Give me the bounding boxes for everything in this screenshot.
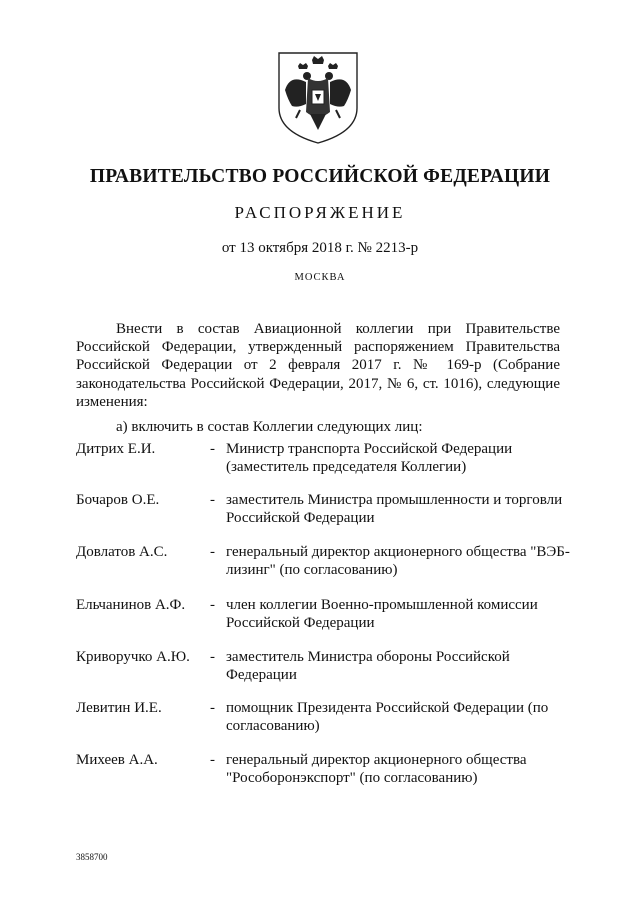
member-dash: -	[210, 597, 215, 613]
member-role: помощник Президента Российской Федерации (по согласованию)	[226, 700, 549, 735]
member-dash: -	[210, 544, 215, 560]
member-dash: -	[210, 649, 215, 665]
document-place: МОСКВА	[294, 272, 346, 283]
order-paragraph	[76, 320, 560, 411]
document-type: РАСПОРЯЖЕНИЕ	[234, 203, 406, 222]
member-dash: -	[210, 752, 215, 768]
member-name: Бочаров О.Е.	[76, 492, 160, 508]
member-role: Министр транспорта Российской Федерации (заместитель председателя Коллегии)	[226, 441, 513, 476]
member-role: член коллегии Военно-промышленной комиссии Российской Федерации	[226, 597, 538, 632]
member-role: генеральный директор акционерного общества "ВЭБ-лизинг" (по согласованию)	[226, 544, 570, 579]
document-code: 3858700	[76, 852, 108, 862]
member-role: заместитель Министра обороны Российской Федерации	[226, 649, 510, 684]
member-name: Михеев А.А.	[76, 752, 158, 768]
member-dash: -	[210, 441, 215, 457]
order-paragraph-text: Внести в состав Авиационной коллегии при Правительстве Российской Федерации, утвержденный распоряжением Правительства Российской Федерации от 2 февраля 2017 г. № 169-р (Собрание законодательства Российской Федерации, 2017, № 6, ст. 1016), следующие изменения:	[76, 321, 560, 410]
member-role: заместитель Министра промышленности и торговли Российской Федерации	[226, 492, 563, 527]
member-name: Ельчанинов А.Ф.	[76, 597, 186, 613]
member-role: генеральный директор акционерного общества "Рособоронэкспорт" (по согласованию)	[226, 752, 527, 787]
member-name: Довлатов А.С.	[76, 544, 168, 560]
member-dash: -	[210, 492, 215, 508]
government-title: ПРАВИТЕЛЬСТВО РОССИЙСКОЙ ФЕДЕРАЦИИ	[89, 166, 551, 187]
subpoint-a: а) включить в состав Коллегии следующих лиц:	[116, 419, 423, 435]
member-dash: -	[210, 700, 215, 716]
member-name: Криворучко А.Ю.	[76, 649, 190, 665]
coat-of-arms-icon	[276, 50, 360, 146]
member-name: Левитин И.Е.	[76, 700, 162, 716]
member-name: Дитрих Е.И.	[76, 441, 156, 457]
document-date-number: от 13 октября 2018 г. № 2213-р	[221, 240, 419, 256]
